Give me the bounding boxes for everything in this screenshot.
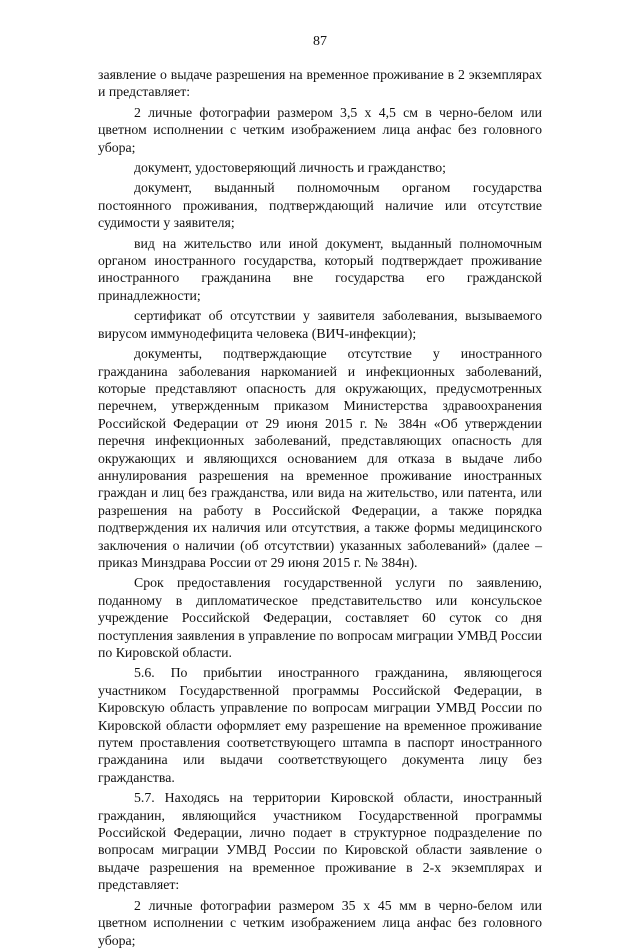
paragraph-application-copies: заявление о выдаче разрешения на временное проживание в 2 экземплярах и представляет:: [98, 67, 542, 100]
paragraph-identity-document: документ, удостоверяющий личность и гражданство;: [134, 160, 446, 176]
paragraph-photos-mm: 2 личные фотографии размером 35 х 45 мм в черно-белом или цветном исполнении с четким изображением лица анфас без головного убора;: [98, 897, 542, 948]
paragraph-photos-cm: 2 личные фотографии размером 3,5 х 4,5 см в черно-белом или цветном исполнении с четким изображением лица анфас без головного убора;: [98, 104, 542, 155]
document-body: [98, 66, 542, 949]
paragraph-criminal-record: документ, выданный полномочным органом государства постоянного проживания, подтверждающий наличие или отсутствие судимости у заявителя;: [98, 180, 542, 231]
paragraph-section-5-6: 5.6. По прибытии иностранного гражданина, являющегося участником Государственной программы Российской Федерации, в Кировскую область управление по вопросам миграции УМВД России по Кировской области оформляет ему разрешение на временное проживание путем проставления соответствующего штампа в паспорт иностранного гражданина или выдачи соответствующего документа лицу без гражданства.: [98, 665, 542, 785]
page-number: 87: [313, 34, 327, 49]
paragraph-section-5-7: 5.7. Находясь на территории Кировской области, иностранный гражданин, являющийся участником Государственной программы Российской Федерации, лично подает в структурное подразделение по вопросам миграции УМВД России по Кировской области заявление о выдаче разрешения на временное проживание в 2-х экземплярах и представляет:: [98, 790, 542, 893]
paragraph-medical-documents: документы, подтверждающие отсутствие у иностранного гражданина заболевания наркоманией и инфекционных заболеваний, которые представляют опасность для окружающих, предусмотренных перечнем, утвержденным приказом Министерства здравоохранения Российской Федерации от 29 июня 2015 г. № 384н «Об утверждении перечня инфекционных заболеваний, представляющих опасность для окружающих и являющихся основанием для отказа в выдаче либо аннулирования разрешения на временное проживание иностранных граждан и лиц без гражданства, или вида на жительство, или патента, или разрешения на работу в Российской Федерации, а также порядка подтверждения их наличия или отсутствия, а также формы медицинского заключения о наличии (об отсутствии) указанных заболеваний» (далее – приказ Минздрава России от 29 июня 2015 г. № 384н).: [98, 346, 542, 570]
paragraph-service-term: Срок предоставления государственной услуги по заявлению, поданному в дипломатическое представительство или консульское учреждение Российской Федерации, составляет 60 суток со дня поступления заявления в управление по вопросам миграции УМВД России по Кировской области.: [98, 575, 542, 660]
paragraph-hiv-certificate: сертификат об отсутствии у заявителя заболевания, вызываемого вирусом иммунодефицита человека (ВИЧ-инфекции);: [98, 308, 542, 341]
paragraph-residence-permit: вид на жительство или иной документ, выданный полномочным органом иностранного государства, который подтверждает проживание иностранного гражданина вне государства его гражданской принадлежности;: [98, 235, 542, 303]
